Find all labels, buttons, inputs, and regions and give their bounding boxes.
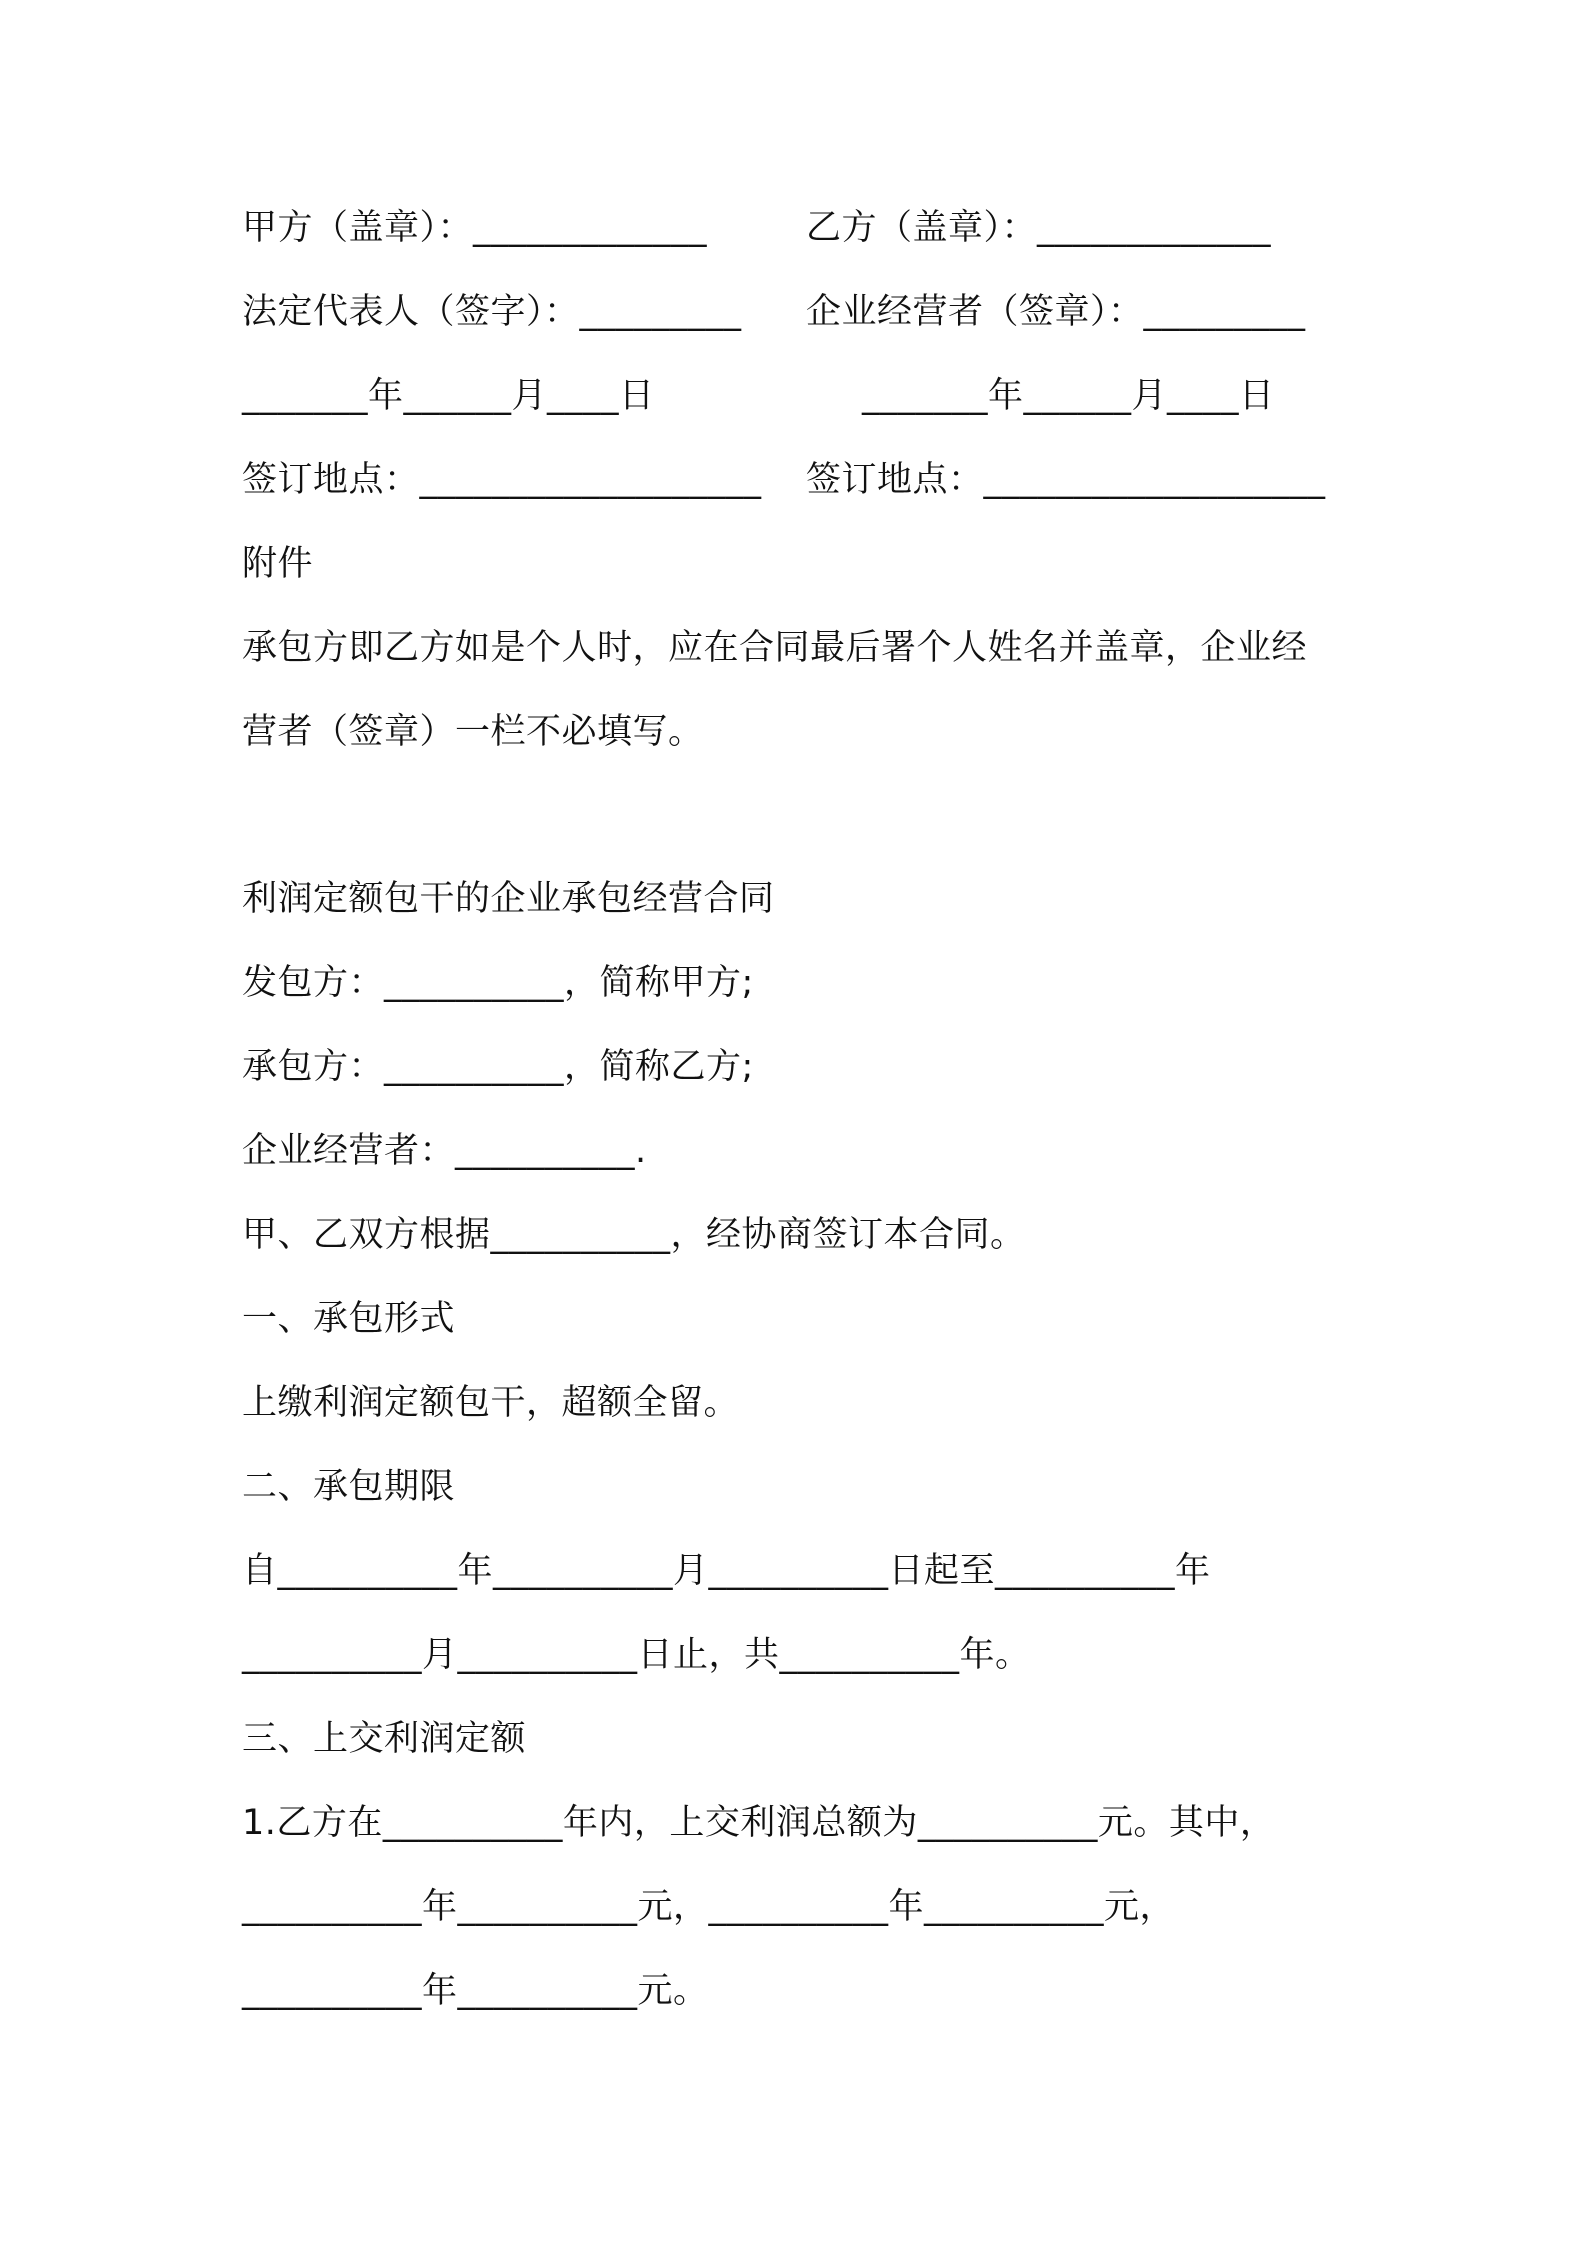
section-1-text: 上缴利润定额包干，超额全留。 xyxy=(242,1383,740,1423)
basis-line: 甲、乙双方根据__________，经协商签订本合同。 xyxy=(242,1215,1026,1255)
contract-title: 利润定额包干的企业承包经营合同 xyxy=(242,879,775,919)
section-3-heading: 三、上交利润定额 xyxy=(242,1719,527,1759)
operator-line: 企业经营者：__________. xyxy=(242,1131,647,1171)
section-1-heading: 一、承包形式 xyxy=(242,1299,456,1339)
contractor-line: 承包方：__________，简称乙方; xyxy=(242,1047,754,1087)
attachment-note-line-1: 承包方即乙方如是个人时，应在合同最后署个人姓名并盖章，企业经 xyxy=(242,628,1308,668)
legal-representative-signature: 法定代表人（签字）：_________ xyxy=(242,292,742,332)
section-2-line-1: 自__________年__________月__________日起至__________年 xyxy=(242,1551,1211,1591)
signing-place-right: 签订地点：___________________ xyxy=(806,460,1326,500)
section-3-line-3: __________年__________元。 xyxy=(242,1971,709,2011)
attachment-note-line-2: 营者（签章）一栏不必填写。 xyxy=(242,712,704,752)
signing-place-left: 签订地点：___________________ xyxy=(242,460,762,500)
party-b-seal: 乙方（盖章）：_____________ xyxy=(806,208,1272,248)
section-3-line-2: __________年__________元，__________年__________元， xyxy=(242,1887,1176,1927)
section-3-line-1: 1.乙方在__________年内，上交利润总额为__________元。其中， xyxy=(242,1803,1276,1843)
attachment-heading: 附件 xyxy=(242,544,314,584)
section-2-heading: 二、承包期限 xyxy=(242,1467,456,1507)
issuer-line: 发包方：__________，简称甲方; xyxy=(242,963,754,1003)
enterprise-operator-seal: 企业经营者（签章）：_________ xyxy=(806,292,1306,332)
signing-date-right: _______年______月____日 xyxy=(862,376,1275,416)
party-a-seal: 甲方（盖章）：_____________ xyxy=(242,208,708,248)
section-2-line-2: __________月__________日止，共__________年。 xyxy=(242,1635,1031,1675)
signing-date-left: _______年______月____日 xyxy=(242,376,655,416)
